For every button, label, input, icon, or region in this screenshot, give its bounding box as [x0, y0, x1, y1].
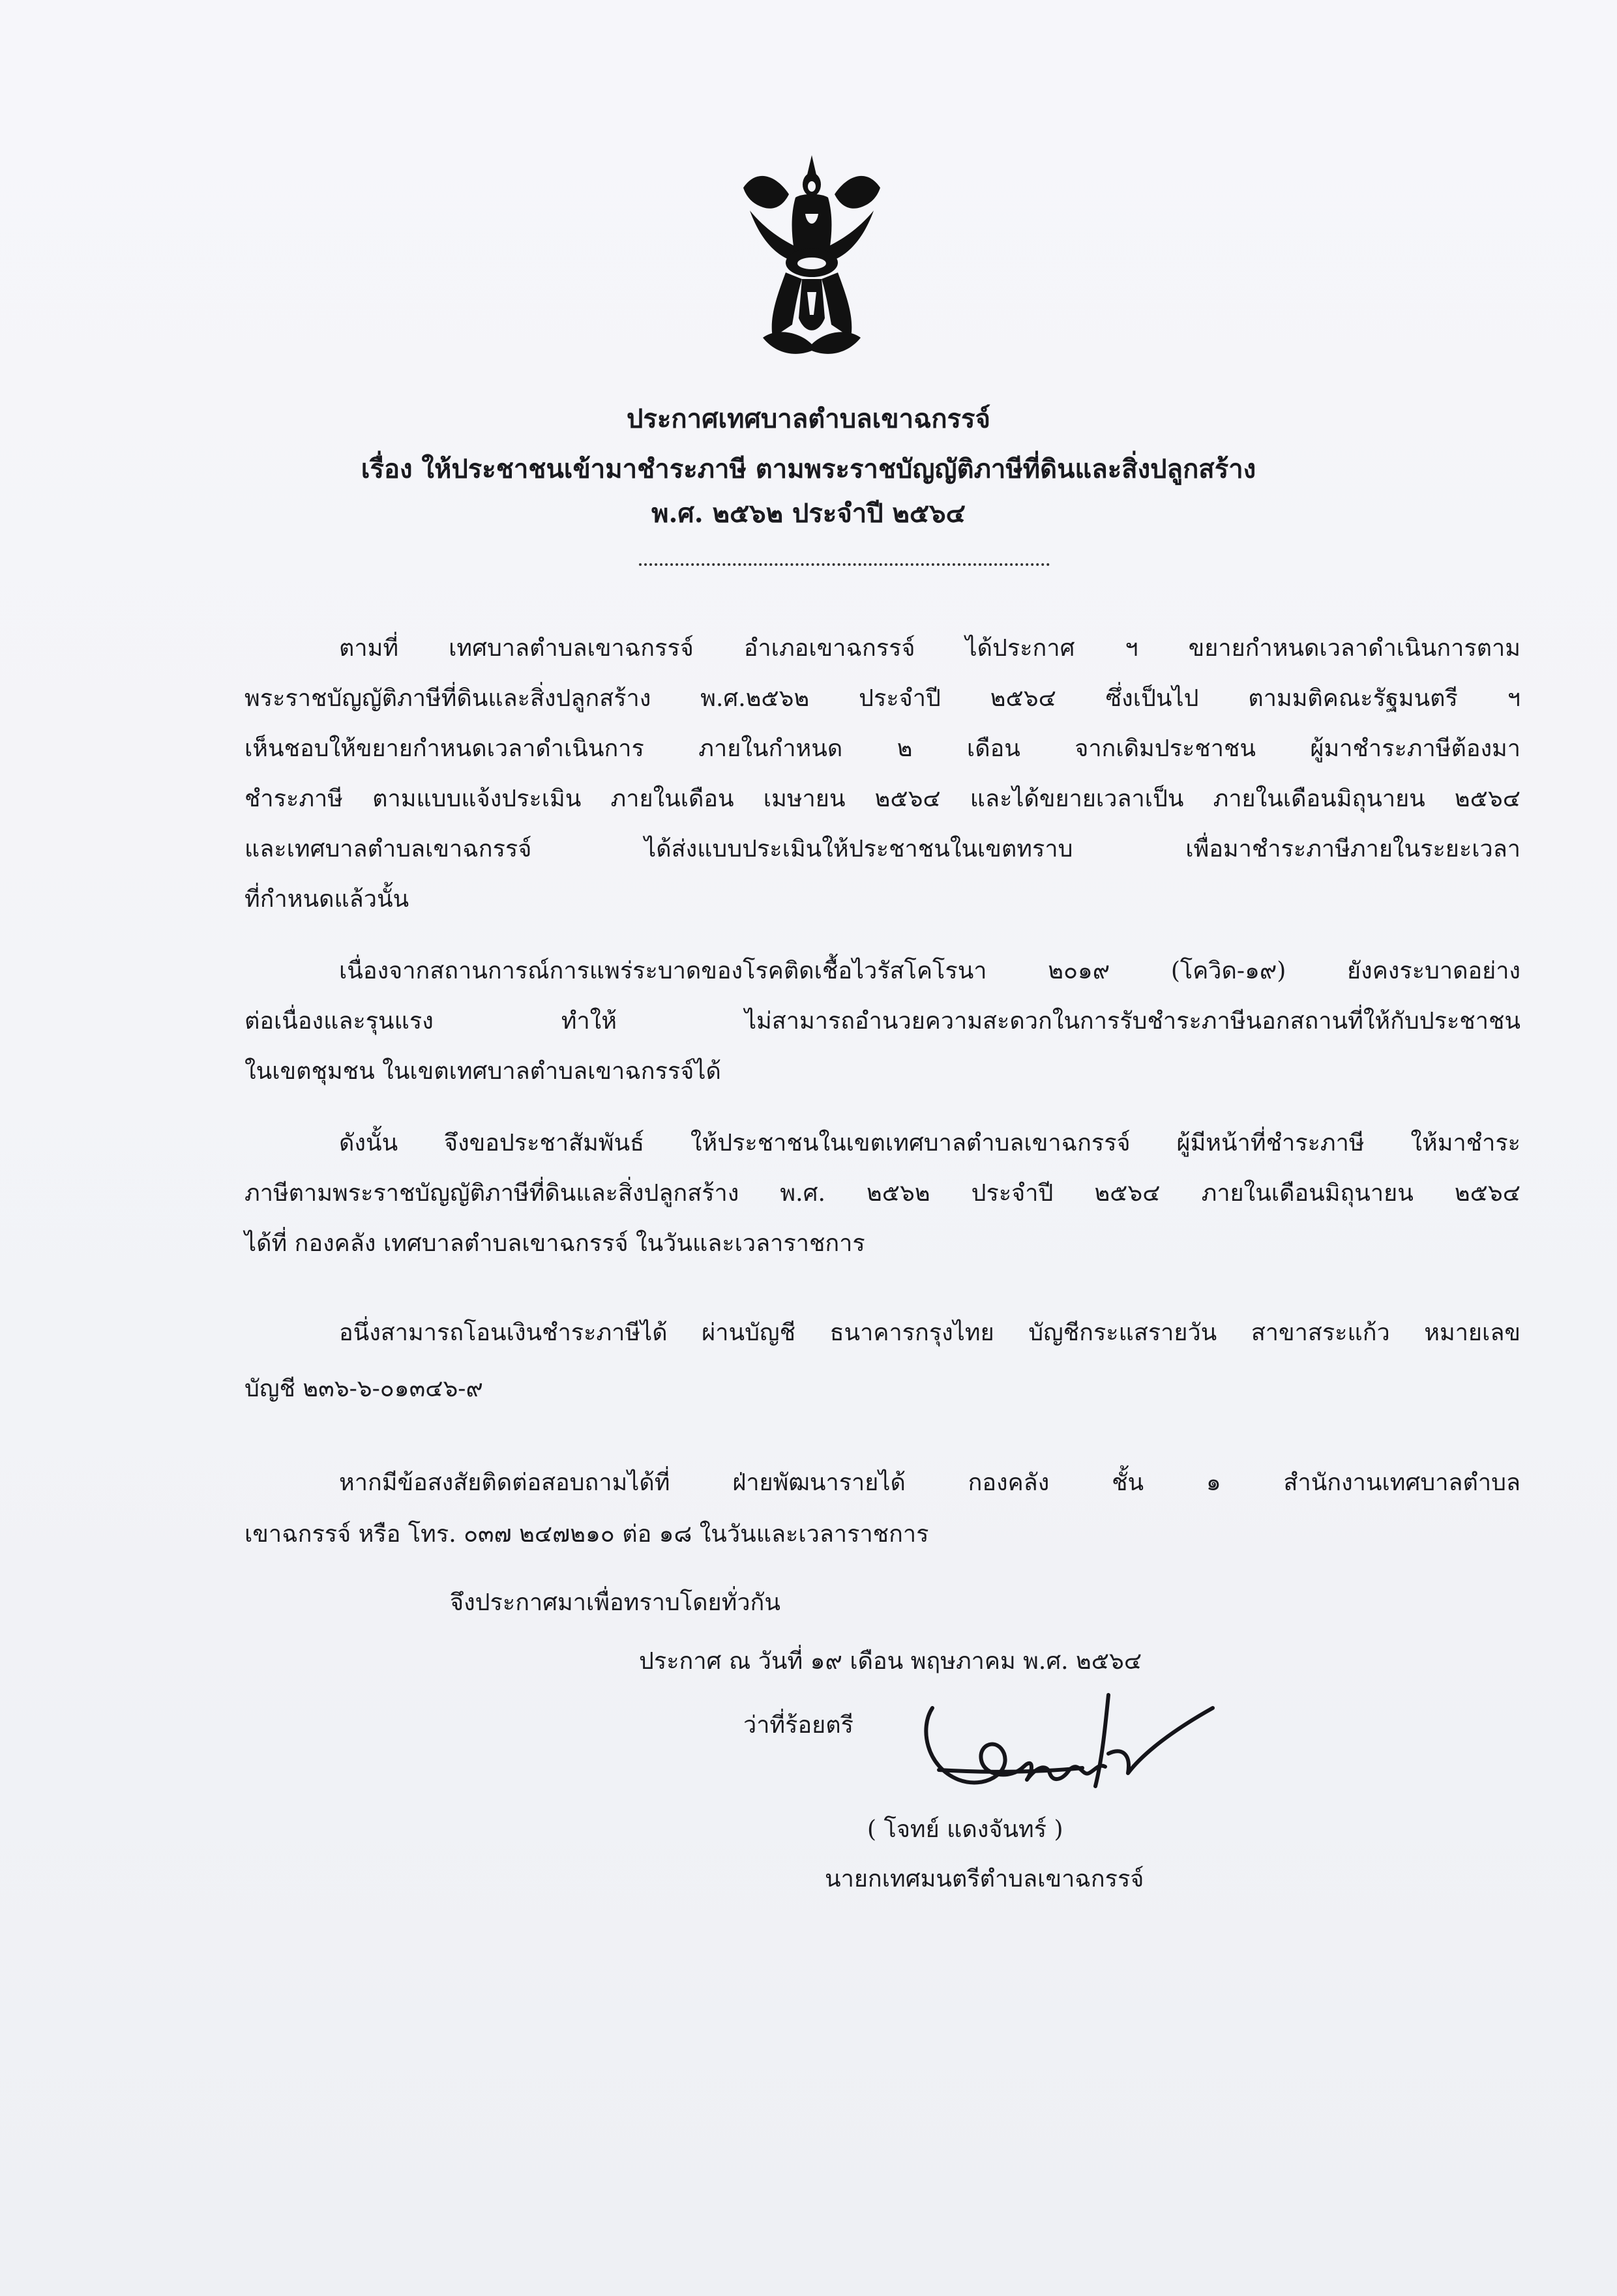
announcement-date: ประกาศ ณ วันที่ ๑๙ เดือน พฤษภาคม พ.ศ. ๒๕๖๔ — [639, 1648, 1142, 1675]
paragraph-5-line: เขาฉกรรจ์ หรือ โทร. ๐๓๗ ๒๔๗๒๑๐ ต่อ ๑๘ ในวันและเวลาราชการ — [245, 1521, 929, 1548]
announcement-subject: เรื่อง ให้ประชาชนเข้ามาชำระภาษี ตามพระราชบัญญัติภาษีที่ดินและสิ่งปลูกสร้าง — [361, 454, 1256, 484]
announcement-title: ประกาศเทศบาลตำบลเขาฉกรรจ์ — [627, 404, 990, 434]
paragraph-1-line: เห็นชอบให้ขยายกำหนดเวลาดำเนินการ ภายในกำหนด ๒ เดือน จากเดิมประชาชน ผู้มาชำระภาษีต้องมา — [245, 735, 1521, 762]
paragraph-4-line: อนึ่งสามารถโอนเงินชำระภาษีได้ ผ่านบัญชี ธนาคารกรุงไทย บัญชีกระแสรายวัน สาขาสระแก้ว หมายเลข — [339, 1319, 1521, 1346]
paragraph-1-line: ตามที่ เทศบาลตำบลเขาฉกรรจ์ อำเภอเขาฉกรรจ์ ได้ประกาศ ฯ ขยายกำหนดเวลาดำเนินการตาม — [339, 635, 1521, 662]
announcement-year: พ.ศ. ๒๕๖๒ ประจำปี ๒๕๖๔ — [651, 498, 966, 529]
paragraph-2-line: ต่อเนื่องและรุนแรง ทำให้ ไม่สามารถอำนวยความสะดวกในการรับชำระภาษีนอกสถานที่ให้กับประชาชน — [245, 1008, 1521, 1035]
paragraph-2-line: ในเขตชุมชน ในเขตเทศบาลตำบลเขาฉกรรจ์ได้ — [245, 1058, 721, 1085]
closing-statement: จึงประกาศมาเพื่อทราบโดยทั่วกัน — [450, 1589, 780, 1616]
paragraph-1-line: ชำระภาษี ตามแบบแจ้งประเมิน ภายในเดือน เมษายน ๒๕๖๔ และได้ขยายเวลาเป็น ภายในเดือนมิถุนายน ๒๕๖๔ — [245, 786, 1521, 812]
paragraph-3-line: ดังนั้น จึงขอประชาสัมพันธ์ ให้ประชาชนในเขตเทศบาลตำบลเขาฉกรรจ์ ผู้มีหน้าที่ชำระภาษี ให้มาชำระ — [339, 1130, 1521, 1156]
handwritten-signature — [913, 1682, 1239, 1812]
paragraph-2-line: เนื่องจากสถานการณ์การแพร่ระบาดของโรคติดเชื้อไวรัสโคโรนา ๒๐๑๙ (โควิด-๑๙) ยังคงระบาดอย่าง — [339, 958, 1521, 984]
paragraph-3-line: ภาษีตามพระราชบัญญัติภาษีที่ดินและสิ่งปลูกสร้าง พ.ศ. ๒๕๖๒ ประจำปี ๒๕๖๔ ภายในเดือนมิถุนายน ๒๕๖๔ — [245, 1180, 1521, 1207]
signer-rank: ว่าที่ร้อยตรี — [743, 1712, 853, 1739]
paragraph-3-line: ได้ที่ กองคลัง เทศบาลตำบลเขาฉกรรจ์ ในวันและเวลาราชการ — [245, 1230, 865, 1257]
paragraph-4-line: บัญชี ๒๓๖-๖-๐๑๓๔๖-๙ — [245, 1376, 483, 1402]
signer-name: ( โจทย์ แดงจันทร์ ) — [867, 1816, 1063, 1843]
paragraph-5-line: หากมีข้อสงสัยติดต่อสอบถามได้ที่ ฝ่ายพัฒนารายได้ กองคลัง ชั้น ๑ สำนักงานเทศบาลตำบล — [339, 1469, 1521, 1496]
header-divider — [639, 563, 1050, 566]
paragraph-1-line: พระราชบัญญัติภาษีที่ดินและสิ่งปลูกสร้าง พ.ศ.๒๕๖๒ ประจำปี ๒๕๖๔ ซึ่งเป็นไป ตามมติคณะรัฐมนตรี ฯ — [245, 685, 1521, 712]
signer-position: นายกเทศมนตรีตำบลเขาฉกรรจ์ — [825, 1866, 1144, 1892]
paragraph-1-line: และเทศบาลตำบลเขาฉกรรจ์ ได้ส่งแบบประเมินให้ประชาชนในเขตทราบ เพื่อมาชำระภาษีภายในระยะเวลา — [245, 836, 1521, 862]
garuda-emblem — [737, 149, 887, 364]
paragraph-1-line: ที่กำหนดแล้วนั้น — [245, 886, 409, 913]
